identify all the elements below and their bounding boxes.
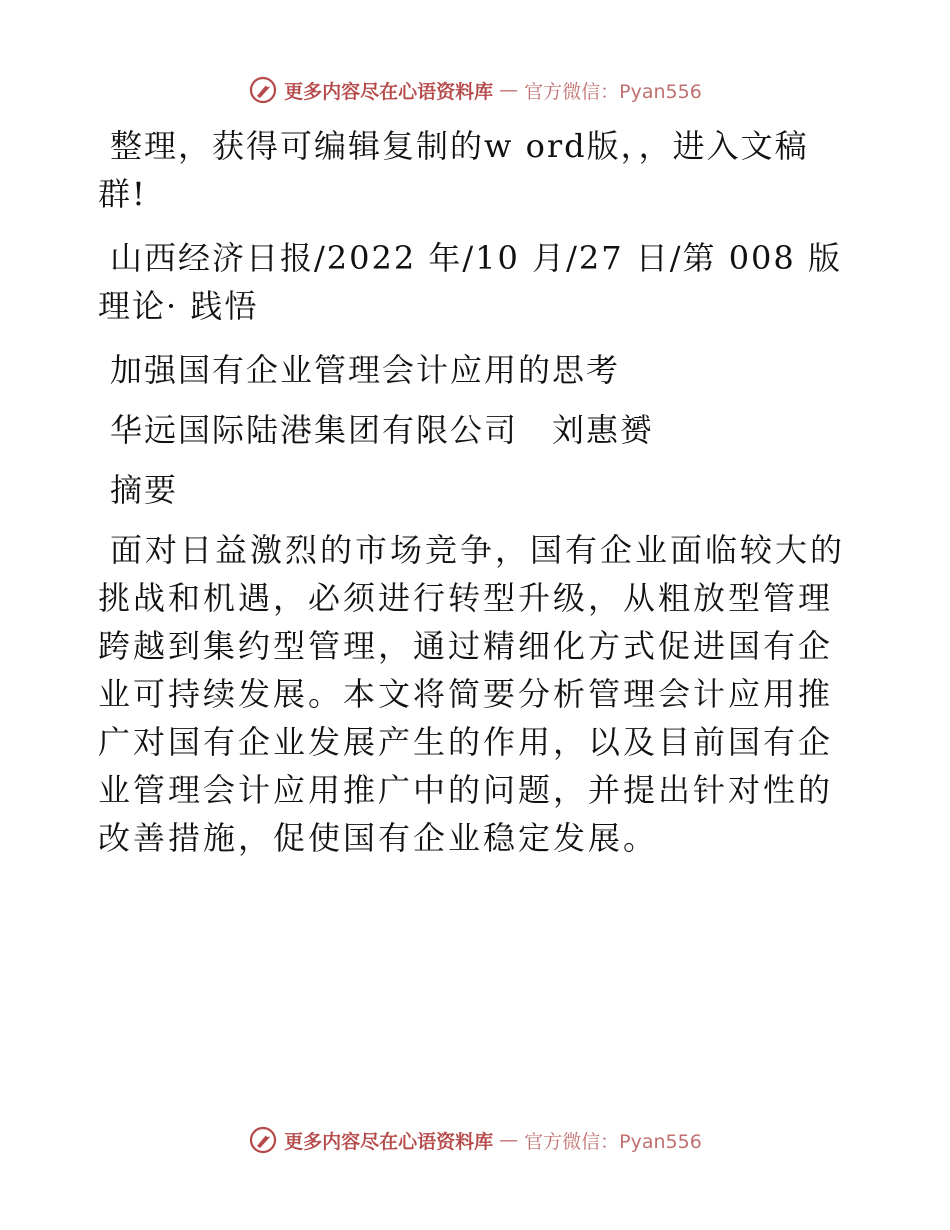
watermark-brand: 更多内容尽在心语资料库	[284, 80, 494, 103]
watermark-contact: 官方微信：Pyan556	[524, 1130, 702, 1153]
watermark-dash: —	[499, 1129, 519, 1151]
pen-nib-logo-icon	[248, 1125, 278, 1155]
watermark-banner-bottom	[0, 1120, 950, 1160]
source-line: 山西经济日报/2022 年/10 月/27 日/第 008 版理论· 践悟	[98, 239, 842, 325]
author-line: 华远国际陆港集团有限公司 刘惠赟	[110, 411, 655, 449]
abstract-heading: 摘要	[110, 471, 179, 509]
abstract-body: 面对日益激烈的市场竞争，国有企业面临较大的挑战和机遇，必须进行转型升级，从粗放型管理跨越到集约型管理，通过精细化方式促进国有企业可持续发展。本文将简要分析管理会计应用推广对国有企业发展产生的作用，以及目前国有企业管理会计应用推广中的问题，并提出针对性的改善措施，促使国有企业稳定发展。	[98, 531, 846, 857]
watermark-contact: 官方微信：Pyan556	[524, 80, 702, 103]
watermark-banner-top	[0, 70, 950, 110]
watermark-brand: 更多内容尽在心语资料库	[284, 1130, 494, 1153]
article-title: 加强国有企业管理会计应用的思考	[110, 351, 621, 389]
watermark-dash: —	[499, 79, 519, 101]
pen-nib-logo-icon	[248, 75, 278, 105]
document-body	[98, 122, 850, 878]
intro-paragraph: 整理，获得可编辑复制的w ord版，，进入文稿群!	[98, 127, 809, 213]
